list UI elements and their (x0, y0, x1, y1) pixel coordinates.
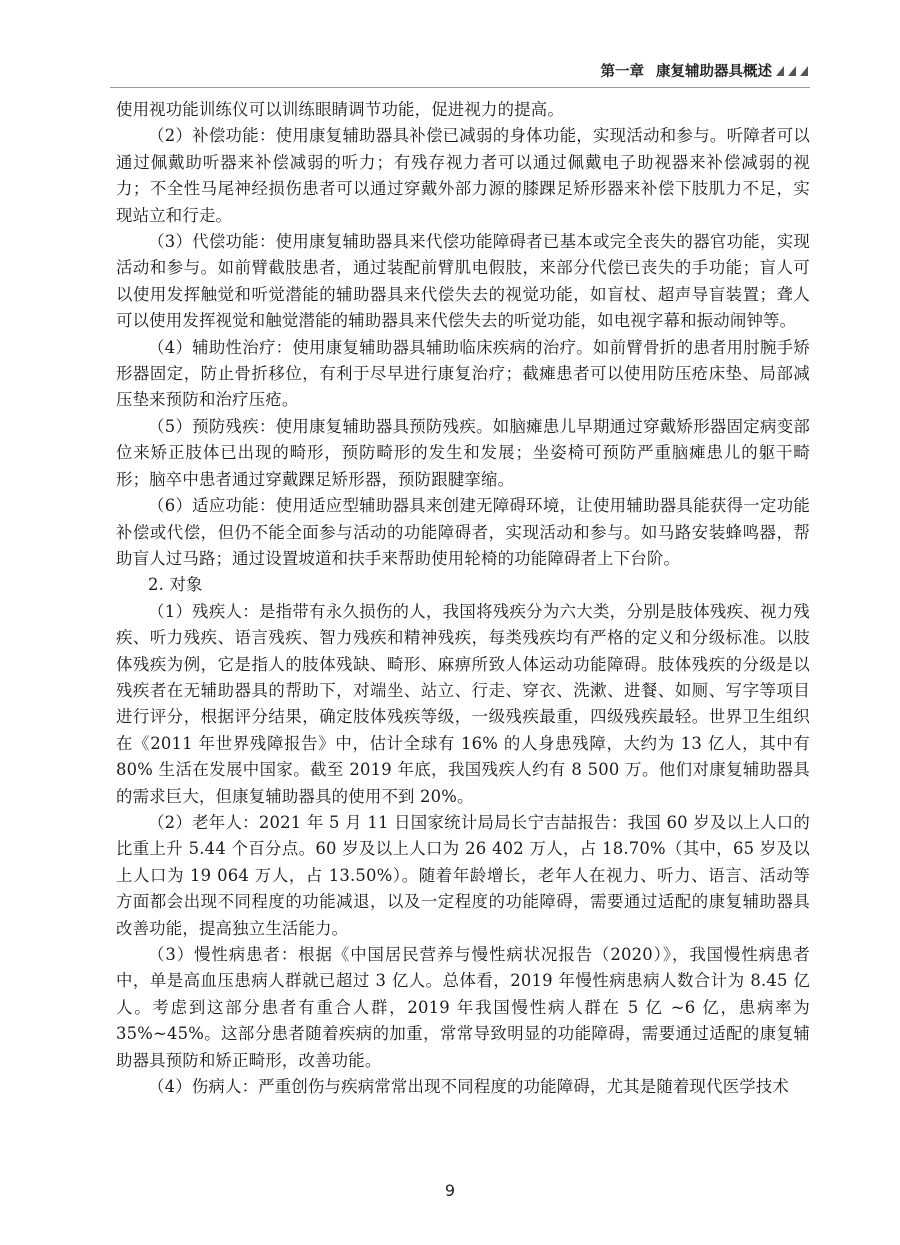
header-rule (110, 87, 810, 88)
paragraph-elderly: （2）老年人：2021 年 5 月 11 日国家统计局局长宁吉喆报告：我国 60 岁及以上人口的比重上升 5.44 个百分点。60 岁及以上人口为 26 402 万人，占 18.70%（其中，65 岁及以上人口为 19 064 万人，占 13.50%）。随着年龄增长，老年人在视力、听力、语言、活动等方面都会出现不同程度的功能减退，以及一定程度的功能障碍，需要通过适配的康复辅助器具改善功能，提高独立生活能力。 (116, 812, 810, 938)
page-number: 9 (444, 1181, 456, 1200)
paragraph-disabled: （1）残疾人：是指带有永久损伤的人，我国将残疾分为六大类，分别是肢体残疾、视力残疾、听力残疾、语言残疾、智力残疾和精神残疾，每类残疾均有严格的定义和分级标准。以肢体残疾为例，它是指人的肢体残缺、畸形、麻痹所致人体运动功能障碍。肢体残疾的分级是以残疾者在无辅助器具的帮助下，对端坐、站立、行走、穿衣、洗漱、进餐、如厕、写字等项目进行评分，根据评分结果，确定肢体残疾等级，一级残疾最重，四级残疾最轻。世界卫生组织在《2011 年世界残障报告》中，估计全球有 16% 的人身患残障，大约为 13 亿人，其中有 80% 生活在发展中国家。截至 2019 年底，我国残疾人约有 8 500 万。他们对康复辅助器具的需求巨大，但康复辅助器具的使用不到 20%。 (116, 601, 810, 806)
paragraph-adaptation: （6）适应功能：使用适应型辅助器具来创建无障碍环境，让使用辅助器具能获得一定功能补偿或代偿，但仍不能全面参与活动的功能障碍者，实现活动和参与。如马路安装蜂鸣器，帮助盲人过马路；通过设置坡道和扶手来帮助使用轮椅的功能障碍者上下台阶。 (116, 496, 810, 568)
page-body (116, 97, 810, 1100)
paragraph-injured: （4）伤病人：严重创伤与疾病常常出现不同程度的功能障碍，尤其是随着现代医学技术 (148, 1077, 790, 1097)
paragraph-compensation: （2）补偿功能：使用康复辅助器具补偿已减弱的身体功能，实现活动和参与。听障者可以通过佩戴助听器来补偿减弱的听力；有残存视力者可以通过佩戴电子助视器来补偿减弱的视力；不全性马尾神经损伤患者可以通过穿戴外部力源的膝踝足矫形器来补偿下肢肌力不足，实现站立和行走。 (116, 126, 810, 225)
paragraph-substitution: （3）代偿功能：使用康复辅助器具来代偿功能障碍者已基本或完全丧失的器官功能，实现活动和参与。如前臂截肢患者，通过装配前臂肌电假肢，来部分代偿已丧失的手功能；盲人可以使用发挥触觉和听觉潜能的辅助器具来代偿失去的视觉功能，如盲杖、超声导盲装置；聋人可以使用发挥视觉和触觉潜能的辅助器具来代偿失去的听觉功能，如电视字幕和振动闹钟等。 (116, 232, 810, 331)
triangle-ornament-icon (776, 64, 810, 76)
paragraph-continued: 使用视功能训练仪可以训练眼睛调节功能，促进视力的提高。 (116, 100, 564, 119)
section-heading-objects: 2. 对象 (148, 575, 203, 595)
chapter-label: 第一章 (600, 64, 644, 80)
chapter-title: 康复辅助器具概述 (656, 64, 772, 80)
running-header-text (601, 60, 773, 81)
running-header (110, 58, 810, 88)
paragraph-adjunct-treatment: （4）辅助性治疗：使用康复辅助器具辅助临床疾病的治疗。如前臂骨折的患者用肘腕手矫形器固定，防止骨折移位，有利于尽早进行康复治疗；截瘫患者可以使用防压疮床垫、局部减压垫来预防和治疗压疮。 (116, 337, 810, 410)
paragraph-prevent-disability: （5）预防残疾：使用康复辅助器具预防残疾。如脑瘫患儿早期通过穿戴矫形器固定病变部位来矫正肢体已出现的畸形，预防畸形的发生和发展；坐姿椅可预防严重脑瘫患儿的躯干畸形；脑卒中患者通过穿戴踝足矫形器，预防跟腱挛缩。 (116, 416, 810, 489)
paragraph-chronic-disease: （3）慢性病患者：根据《中国居民营养与慢性病状况报告（2020）》，我国慢性病患者中，单是高血压患病人群就已超过 3 亿人。总体看，2019 年慢性病患病人数合计为 8.45 亿人。考虑到这部分患者有重合人群，2019 年我国慢性病人群在 5 亿 ~6 亿，患病率为 35%~45%。这部分患者随着疾病的加重，常常导致明显的功能障碍，需要通过适配的康复辅助器具预防和矫正畸形，改善功能。 (116, 945, 810, 1070)
